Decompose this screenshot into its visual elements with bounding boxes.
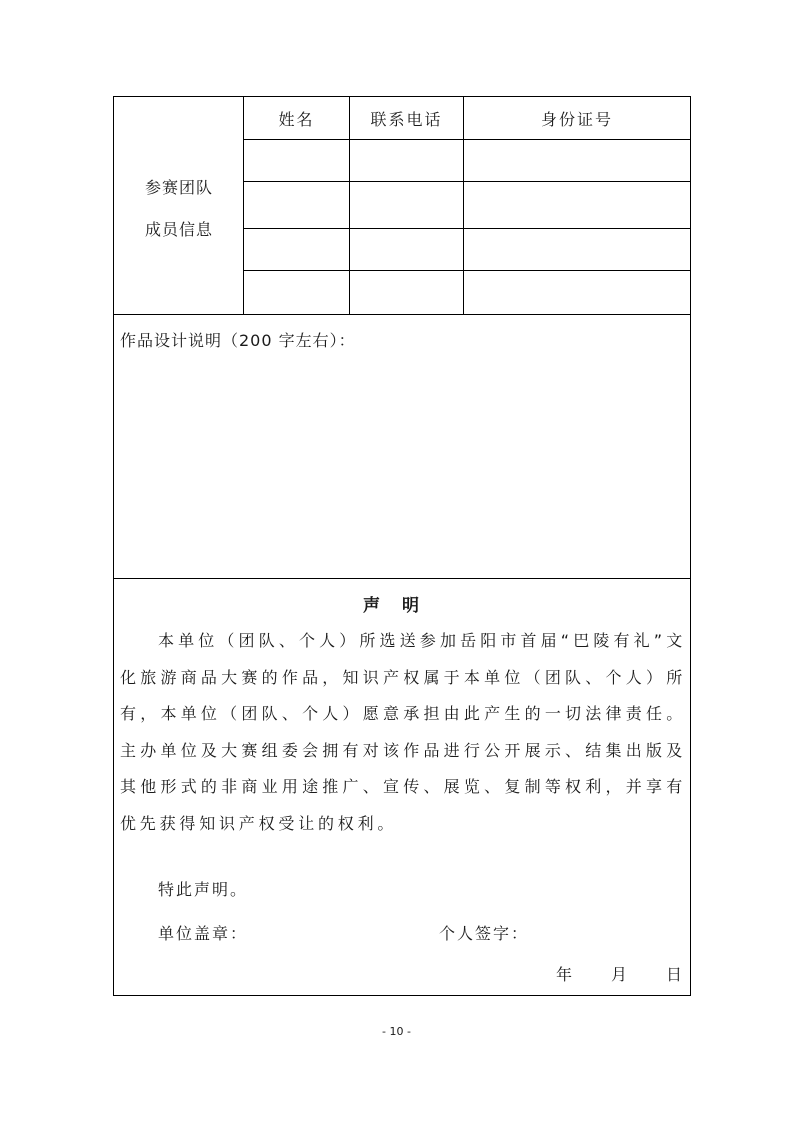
table-row xyxy=(244,182,690,229)
unit-seal-label: 单位盖章： xyxy=(158,924,249,943)
header-name: 姓名 xyxy=(244,97,350,139)
member-name-field[interactable] xyxy=(244,182,350,228)
member-phone-field[interactable] xyxy=(350,271,464,314)
header-row xyxy=(244,97,690,140)
member-phone-field[interactable] xyxy=(350,140,464,181)
team-members-label xyxy=(114,97,244,314)
member-id-field[interactable] xyxy=(464,140,690,181)
declaration-closing: 特此声明。 xyxy=(158,880,249,899)
member-id-field[interactable] xyxy=(464,182,690,228)
design-description-field[interactable] xyxy=(114,314,690,579)
team-members-section xyxy=(114,97,690,315)
member-phone-field[interactable] xyxy=(350,229,464,270)
team-members-label-line2: 成员信息 xyxy=(144,220,213,239)
date-year-label: 年 xyxy=(556,965,573,984)
declaration-title: 声明 xyxy=(363,596,441,616)
member-phone-field[interactable] xyxy=(350,182,464,228)
declaration-body: 本单位（团队、个人）所选送参加岳阳市首届“巴陵有礼”文化旅游商品大赛的作品，知识产权属于本单位（团队、个人）所有，本单位（团队、个人）愿意承担由此产生的一切法律责任。主办单位及大赛组委会拥有对该作品进行公开展示、结集出版及其他形式的非商业用途推广、宣传、展览、复制等权利，并享有优先获得知识产权受让的权利。 xyxy=(120,631,686,833)
table-row xyxy=(244,271,690,314)
team-members-label-line1: 参赛团队 xyxy=(144,178,213,197)
date-day-label: 日 xyxy=(666,965,683,984)
member-name-field[interactable] xyxy=(244,229,350,270)
page-number: - 10 - xyxy=(382,1025,411,1038)
member-name-field[interactable] xyxy=(244,271,350,314)
header-id-number: 身份证号 xyxy=(540,109,613,129)
personal-sign-label: 个人签字： xyxy=(439,924,530,943)
member-name-field[interactable] xyxy=(244,140,350,181)
table-row xyxy=(244,229,690,271)
member-id-field[interactable] xyxy=(464,271,690,314)
team-members-grid xyxy=(244,97,690,314)
date-month-label: 月 xyxy=(611,965,628,984)
design-description-label: 作品设计说明（200 字左右）： xyxy=(120,331,356,350)
form-table xyxy=(113,96,691,996)
declaration-section xyxy=(114,579,690,995)
header-phone: 联系电话 xyxy=(350,97,464,139)
table-row xyxy=(244,140,690,182)
member-id-field[interactable] xyxy=(464,229,690,270)
